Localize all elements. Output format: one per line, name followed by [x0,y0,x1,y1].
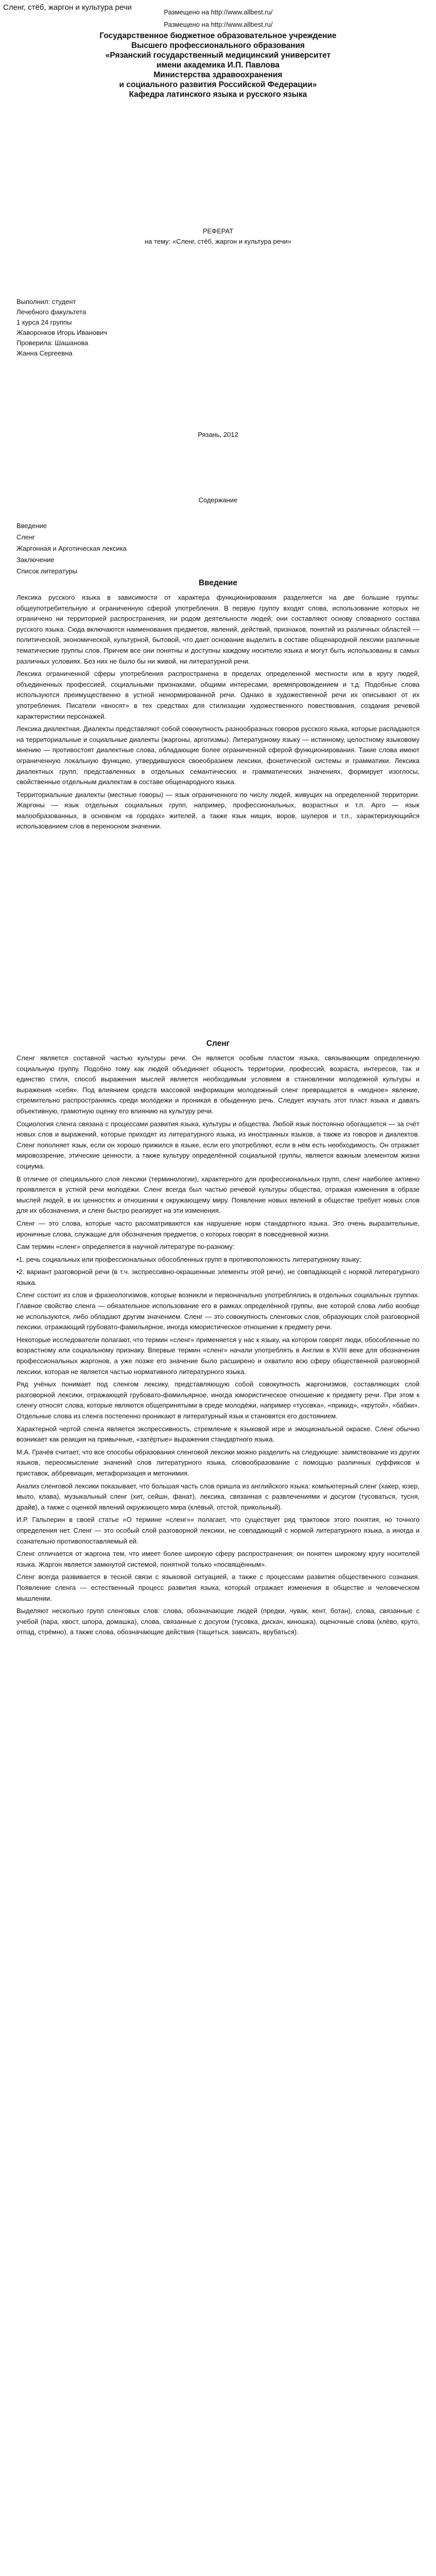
paragraph: Сленг состоит из слов и фразеологизмов, которые возникли и первоначально употреблялись в отдельных социальных группах. Главное свойство сленга — обязательное использование его в рамках определённой группы, вне которой слова либо вообще не используются, либо обладают другим значением. Сленг — это совокупность сленговых слов, образующих слой разговорной лексики, отражающий грубовато-фамильярное, иногда юмористическое отношение к предмету речи. [16,1291,420,1331]
section-title-slang: Сленг [206,1039,230,1048]
toc-item-conclusion[interactable]: Заключение [16,556,55,564]
paragraph: Территориальные диалекты (местные говоры) — язык ограниченного по числу людей, живущих на определенной территории. Жаргоны — язык отдельных социальных групп, например, профессиональных, возрастных и т.п. Арго — язык малообразованных, в основном «в городах» жителей, а также язык нищих, воров, шулеров и т.п., характеризующийся использованием слов в переносном значении. [16,790,420,831]
author-line: Лечебного факультета [16,308,86,316]
document-title: Сленг, стёб, жаргон и культура речи [3,3,132,12]
paragraph: Лексика ограниченной сферы употребления распространена в пределах определенной местности или в кругу людей, объединенных профессией, социальными признаками, общими интересами, времяпровождением и т.д. Подобные слова используются преимущественно в устной ненормированной речи. Однако в художественной речи их описывают от их употребления. Писатели «вносят» в тех средствах для стилизации художественного повествования, создания речевой характеристики персонажей. [16,670,420,720]
referat-label: РЕФЕРАТ [202,227,234,235]
paragraph: Некоторые исследователи полагают, что термин «сленг» применяется у нас к языку, на котором говорят люди, обособленные по возрастному или социальному признаку. Впервые термин «сленг» начали употреблять в Англии в XVIII веке для обозначения профессиональных жаргонов, а уже позже его значение было расширено и охватило всю сферу общественной разговорной лексики, которая не является частью нормативного литературного языка. [16,1335,420,1376]
paragraph: Лексика русского языка в зависимости от характера функционирования разделяется на две большие группы: общеупотребительную и ограниченную сферой употребления. В первую группу входят слова, использование которых не ограничено ни территорией распространения, ни родом деятельности людей; они составляют основу словарного состава русского языка. Сюда включаются наименования предметов, явлений, действий, признаков, понятий из различных областей — политической, экономической, культурной, бытовой, что дает основание выделить в составе общенародной лексики различные тематические группы слов. Причем все они понятны и доступны каждому носителю языка и могут быть использованы в самых различных условиях. Без них не было бы ни живой, ни литературной речи. [16,594,420,665]
header-line: Кафедра латинского языка и русского языка [129,90,307,99]
slang-body [16,1053,420,1640]
toc-item-introduction[interactable]: Введение [16,522,47,530]
paragraph: Характерной чертой сленга является экспрессивность, стремление к языковой игре и эмоциональной окраске. Сленг обычно возникает как реакция на привычные, «затёртые» выражения стандартного языка. [16,1425,420,1444]
paragraph: •1. речь социальных или профессиональных обособленных групп в противоположность литературному языку; [16,1255,361,1263]
paragraph: Анализ сленговой лексики показывает, что большая часть слов пришла из английского языка: компьютерный сленг (хакер, юзер, мыло, клава), музыкальный сленг (хит, сейшн, фанат), лексика, связанная с развлечениями и досугом (тусоваться, тусня, драйв), а также с оценкой явлений окружающего мира (клёвый, отстой, прикольный). [16,1482,420,1511]
header-line: Государственное бюджетное образовательное учреждение [99,31,337,40]
author-block [16,297,171,359]
paragraph: •2. вариант разговорной речи (в т.ч. экспрессивно-окрашенные элементы этой речи), не совпадающей с нормой литературного языка. [16,1268,420,1286]
paragraph: Сленг является составной частью культуры речи. Он является особым пластом языка, связывающим определенную социальную группу. Подобно тому как людей объединяет общность территории, профессий, возраста, интересов, так и единство стиля, способ выражения мыслей является необходимым условием в становлении молодежной культуры и выражения «себя». Под влиянием средств массовой информации молодежный сленг превращается в «модное» явление, стремительно распространяясь среди молодежи и проникая в обыденную речь. Следует изучать этот пласт языка и давать объективную, грамотную оценку его влиянию на культуру речи. [16,1054,420,1115]
author-line: Жаворонков Игорь Иванович [16,329,107,336]
toc-title: Содержание [198,496,238,504]
paragraph: Лексика диалектная. Диалекты представляют собой совокупность разнообразных говоров русского языка, которые распадаются на территориальные и социальные диалекты (жаргоны, арготизмы). Литературному языку — истинному, целостному языковому мнению — противостоят диалектные слова, обладающие более ограниченной сферой функционирования. Такие слова имеют ограниченную локальную функцию, утвердившуюся своеобразием лексики, фонетической системы и грамматики. Лексика диалектных групп, представленных в отдельных семантических и грамматических значениях, формирует изоглосы, свойственные отдельным диалектам в составе общенародного языка. [16,725,420,786]
referat-topic: на тему: «Сленг, стёб, жаргон и культура речи» [145,238,291,245]
header-line: имени академика И.П. Павлова [156,61,280,70]
paragraph: Сленг отличается от жаргона тем, что имеет более широкую сферу распространения; он понятен широкому кругу носителей языка. Жаргон является замкнутой системой, понятной только «посвящённым». [16,1550,420,1568]
header-line: Министерства здравоохранения [153,71,283,79]
placed-notice-top: Размещено на http://www.allbest.ru/ [164,8,273,16]
table-of-contents [16,520,127,577]
paragraph: В отличие от специального слоя лексики (терминологии), характерного для профессиональных групп, сленг наиболее активно проявляется в устной речи молодёжи. Сленг всегда был частью речевой культуры общества, отражая изменения в образе мыслей людей, в их ценностях и отношении к окружающему миру. Появление новых явлений в обществе требует новых слов для их обозначения, и сленг быстро реагирует на эти изменения. [16,1175,420,1215]
author-line: Проверила: Шашанова [16,339,89,347]
paragraph: Сленг — это слова, которые часто рассматриваются как нарушение норм стандартного языка. Это очень выразительные, ироничные слова, служащие для обозначения предметов, о которых говорят в повседневной жизни. [16,1219,420,1238]
paragraph: М.А. Грачёв считает, что все способы образования сленговой лексики можно разделить на следующие: заимствование из других языков, переосмысление значений слов литературного языка, словообразование с помощью различных суффиксов и приставок, аббревиация, метафоризация и метонимия. [16,1448,420,1477]
author-line: Выполнил: студент [16,298,76,306]
toc-item-slang[interactable]: Сленг [16,533,36,541]
paragraph: Сленг всегда развивается в тесной связи с языковой ситуацией, а также с процессами развития общественного сознания. Появление сленга — естественный процесс развития языка, который отражает изменения в обществе и человеческом мышлении. [16,1573,420,1602]
paragraph: Ряд учёных понимает под сленгом лексику, представляющую собой совокупность жаргонизмов, составляющих слой разговорной лексики, отражающей грубовато-фамильярное, иногда юмористическое отношение к предмету речи. При этом к сленгу относят слова, которые являются общепринятыми в среде молодёжи, например «тусовка», «прикид», «крутой», «бабки». Отдельные слова из сленга постепенно проникают в литературный язык и становятся его достоянием. [16,1380,420,1420]
author-line: 1 курса 24 группы [16,318,72,326]
header-line: «Рязанский государственный медицинский университет [105,51,331,60]
toc-item-references[interactable]: Список литературы [16,567,77,575]
section-title-introduction: Введение [198,579,238,587]
institution-header [31,31,405,99]
paragraph: И.Р. Гальперин в своей статье «О термине «сленг»» полагает, что существует ряд трактовок этого понятия, но точного определения нет. Сленг — это особый слой разговорной лексики, не совпадающий с нормой литературного языка, а иногда и сознательно противопоставляемый ей. [16,1516,420,1545]
paragraph: Выделяют несколько групп сленговых слов: слова, обозначающие людей (предки, чувак, кент, ботан), слова, связанные с учебой (пара, хвост, шпора, домашка), слова, связанные с досугом (тусовка, дискач, киношка), оценочные слова (клёво, круто, отпад, стрёмно), а также слова, обозначающие действия (тащиться, зависать, врубаться). [16,1607,420,1636]
introduction-body [16,592,420,834]
toc-item-jargon[interactable]: Жаргонная и Арготическая лексика [16,545,127,552]
paragraph: Социология сленга связана с процессами развития языка, культуры и общества. Любой язык постоянно обогащается — за счёт новых слов и выражений, которые приходят из литературного языка, из иностранных языков, а также из говоров и диалектов. Сленг пополняет язык, если он хорошо прижился в языке, если его употребляют, если в нём есть необходимость. Он отражает мировоззрение, этические ценности, а также культуру определённой социальной группы, является важным элементом жизни социума. [16,1120,420,1170]
placed-notice-second: Размещено на http://www.allbest.ru/ [164,21,273,28]
author-line: Жанна Сергеевна [16,349,73,357]
header-line: и социального развития Российской Федерации» [119,80,317,89]
header-line: Высшего профессионального образования [131,41,305,50]
paragraph: Сам термин «сленг» определяется в научной литературе по-разному: [16,1243,235,1251]
city-year: Рязань, 2012 [198,431,238,438]
